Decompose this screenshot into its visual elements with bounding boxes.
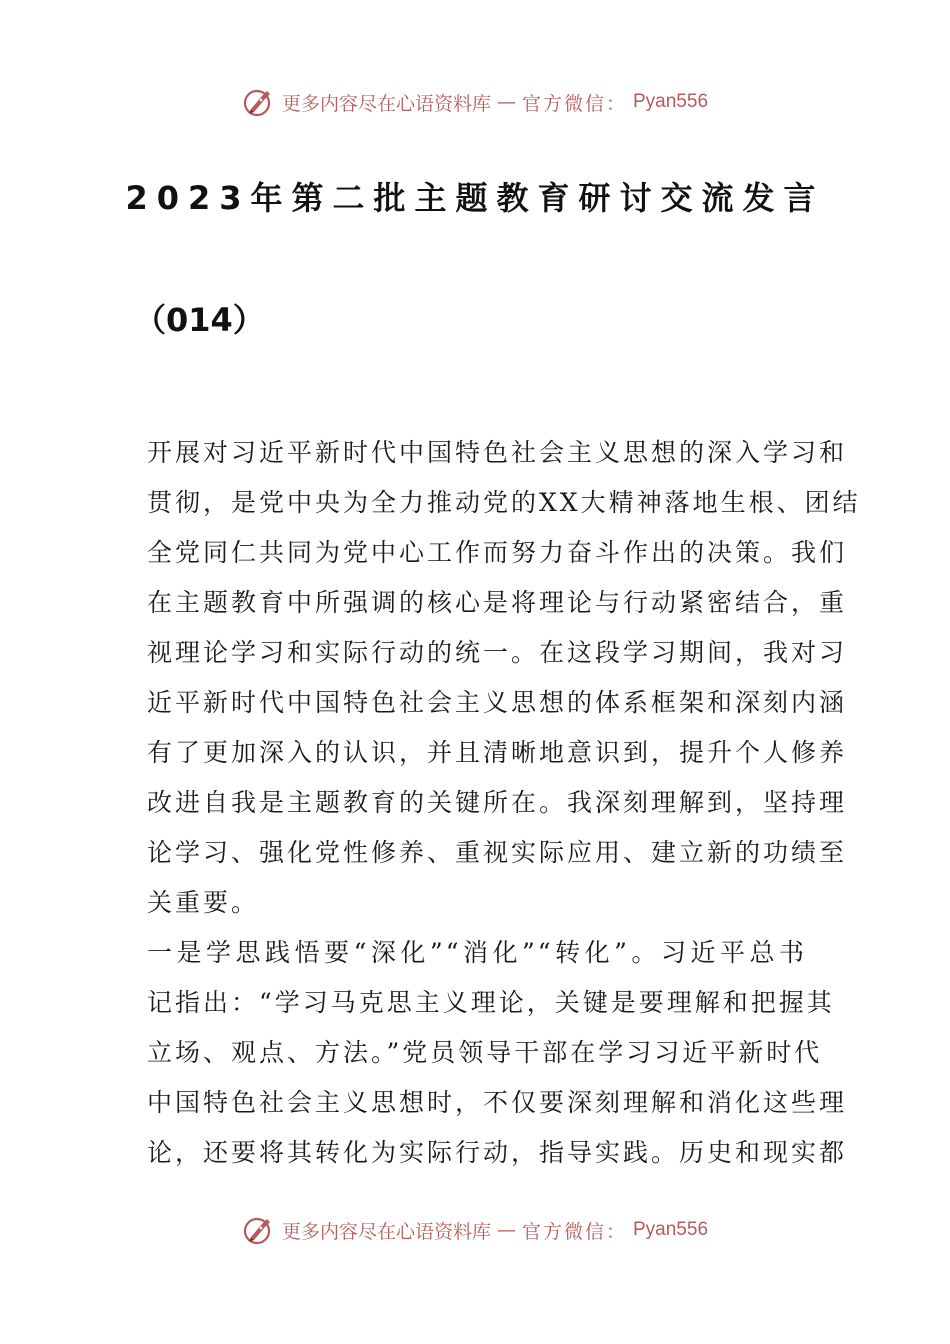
body-line: 开展对习近平新时代中国特色社会主义思想的深入学习和 <box>147 438 848 467</box>
body-line: 论，还要将其转化为实际行动，指导实践。历史和现实都 <box>147 1138 848 1167</box>
body-line: 论学习、强化党性修养、重视实际应用、建立新的功绩至 <box>147 838 848 867</box>
document-subtitle: （014） <box>134 301 265 339</box>
footer-wechat-label: 官方微信： <box>521 1220 627 1243</box>
header-site-text: 更多内容尽在心语资料库 <box>281 92 491 115</box>
footer-watermark-banner <box>0 1210 950 1250</box>
body-line: 一是学思践悟要“深化”“消化”“转化”。习近平总书 <box>147 938 807 967</box>
body-line: 中国特色社会主义思想时，不仅要深刻理解和消化这些理 <box>147 1088 848 1117</box>
pen-nib-logo-icon <box>242 1213 276 1247</box>
body-line: 关重要。 <box>147 888 260 917</box>
footer-wechat-id: Pyan556 <box>633 1219 709 1240</box>
body-line: 在主题教育中所强调的核心是将理论与行动紧密结合，重 <box>147 588 848 617</box>
body-line: 记指出：“学习马克思主义理论，关键是要理解和把握其 <box>147 988 835 1017</box>
body-line: 全党同仁共同为党中心工作而努力奋斗作出的决策。我们 <box>147 538 848 567</box>
header-wechat-label: 官方微信： <box>521 92 627 115</box>
body-line: 改进自我是主题教育的关键所在。我深刻理解到，坚持理 <box>147 788 848 817</box>
header-wechat-id: Pyan556 <box>633 91 709 112</box>
header-dash: — <box>496 91 516 113</box>
footer-dash: — <box>496 1219 516 1241</box>
body-line: 立场、观点、方法。”党员领导干部在学习习近平新时代 <box>147 1038 823 1067</box>
document-title: 2023年第二批主题教育研讨交流发言 <box>125 179 825 217</box>
footer-site-text: 更多内容尽在心语资料库 <box>281 1220 491 1243</box>
body-line: 视理论学习和实际行动的统一。在这段学习期间，我对习 <box>147 638 848 667</box>
body-line: 有了更加深入的认识，并且清晰地意识到，提升个人修养 <box>147 738 848 767</box>
body-line: 近平新时代中国特色社会主义思想的体系框架和深刻内涵 <box>147 688 848 717</box>
body-line: 贯彻，是党中央为全力推动党的XX大精神落地生根、团结 <box>147 488 861 517</box>
pen-nib-logo-icon <box>242 85 276 119</box>
header-watermark-banner <box>0 82 950 122</box>
document-body <box>147 428 861 1178</box>
